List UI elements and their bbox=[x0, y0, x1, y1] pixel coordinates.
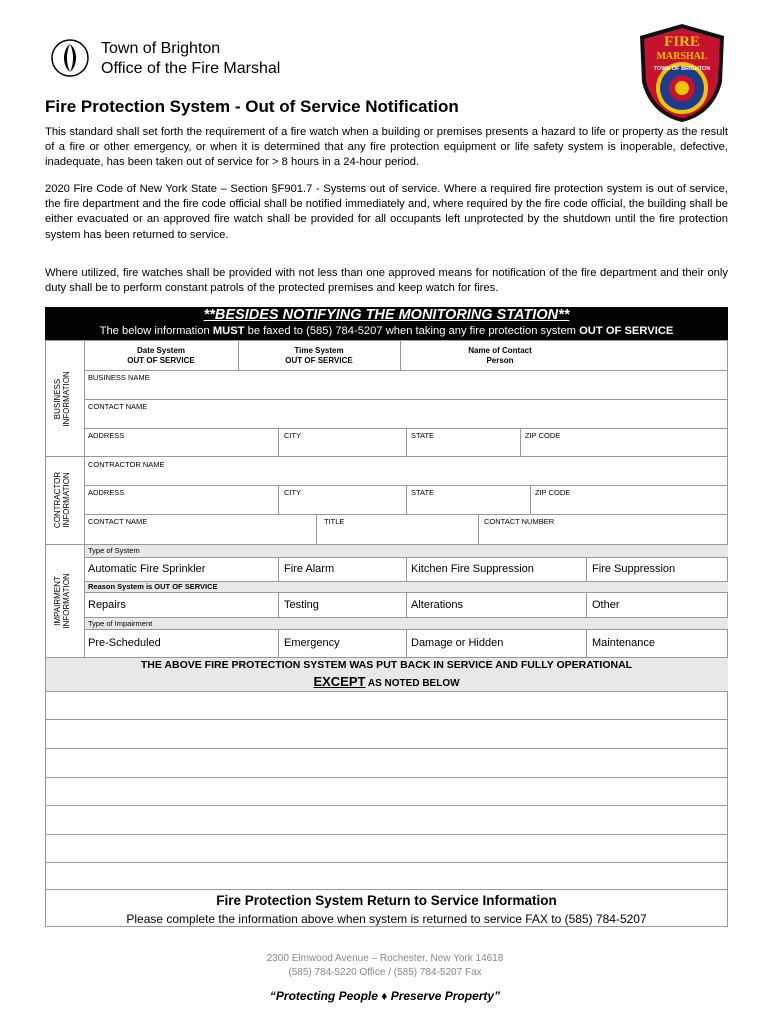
contractor-address-field[interactable]: ADDRESS bbox=[88, 488, 125, 497]
contractor-information-label: CONTRACTOR INFORMATION bbox=[53, 471, 71, 529]
org-office: Office of the Fire Marshal bbox=[101, 60, 281, 77]
reason-label: Reason System is OUT OF SERVICE bbox=[88, 582, 218, 591]
contractor-title-field[interactable]: TITLE bbox=[324, 517, 345, 526]
banner-fax-line bbox=[45, 325, 728, 337]
except-rest: AS NOTED BELOW bbox=[365, 678, 460, 689]
reason-option-testing[interactable]: Testing bbox=[284, 599, 319, 611]
contractor-contact-name-field[interactable]: CONTACT NAME bbox=[88, 517, 148, 526]
badge-marshal-text: MARSHAL bbox=[656, 51, 708, 62]
footer-address: 2300 Elmwood Avenue – Rochester, New York 14618 bbox=[266, 953, 504, 964]
fire-marshal-badge-icon bbox=[636, 22, 728, 124]
address-field[interactable]: ADDRESS bbox=[88, 431, 125, 440]
business-name-field[interactable]: BUSINESS NAME bbox=[88, 373, 150, 382]
contractor-state-field[interactable]: STATE bbox=[411, 488, 435, 497]
banner-heading: **BESIDES NOTIFYING THE MONITORING STATION** bbox=[203, 307, 570, 323]
notice-banner bbox=[45, 307, 728, 340]
city-field[interactable]: CITY bbox=[284, 431, 302, 440]
impairment-information-label: IMPAIRMENT INFORMATION bbox=[53, 573, 71, 629]
except-line bbox=[46, 674, 727, 689]
town-logo-icon bbox=[50, 38, 90, 78]
notification-form bbox=[45, 340, 728, 927]
type-of-system-row bbox=[84, 544, 728, 557]
contact-person-label: Name of Contact Person bbox=[468, 346, 532, 365]
banner-must: MUST bbox=[212, 325, 245, 337]
impairment-option-emergency[interactable]: Emergency bbox=[284, 637, 340, 649]
org-name: Town of Brighton bbox=[101, 40, 221, 57]
footer-phones: (585) 784-5220 Office / (585) 784-5207 Fax bbox=[288, 967, 482, 978]
impairment-option-damage[interactable]: Damage or Hidden bbox=[411, 637, 504, 649]
business-information-label: BUSINESS INFORMATION bbox=[53, 371, 71, 427]
system-option-fire-alarm[interactable]: Fire Alarm bbox=[284, 563, 335, 575]
type-of-impairment-label: Type of Impairment bbox=[88, 619, 153, 628]
reason-option-repairs[interactable]: Repairs bbox=[88, 599, 126, 611]
banner-out-of-service: OUT OF SERVICE bbox=[579, 325, 674, 337]
return-to-service-title: Fire Protection System Return to Service Information bbox=[216, 893, 557, 908]
type-of-impairment-row bbox=[84, 617, 728, 629]
time-out-of-service-label: Time System OUT OF SERVICE bbox=[285, 346, 353, 365]
code-paragraph: 2020 Fire Code of New York State – Section §F901.7 - Systems out of service. Where a required fire protection system is out of service, the fire department and the fire code official shall be notified immediately and, where required by the fire code official, the building shall be either evacuated or an approved fire watch shall be provided for all occupants left unprotected by the shutdown until the fire protection system has been returned to service. bbox=[45, 183, 728, 241]
state-field[interactable]: STATE bbox=[411, 431, 435, 440]
system-option-sprinkler[interactable]: Automatic Fire Sprinkler bbox=[88, 563, 206, 575]
footer-motto: “Protecting People ♦ Preserve Property” bbox=[269, 989, 501, 1003]
intro-paragraph: This standard shall set forth the requirement of a fire watch when a building or premises presents a hazard to life or property as the result of a fire or other emergency, or when it is determined that any fire protection equipment or life safety system is inoperable, defective, inadequate, has been taken out of service for > 8 hours in a 24-hour period. bbox=[45, 126, 728, 169]
page-title: Fire Protection System - Out of Service Notification bbox=[45, 97, 459, 116]
system-option-kitchen[interactable]: Kitchen Fire Suppression bbox=[411, 563, 534, 575]
badge-fire-text: FIRE bbox=[664, 34, 700, 50]
return-to-service-instructions: Please complete the information above when system is returned to service FAX to (585) 784-5207 bbox=[126, 912, 647, 926]
reason-option-other[interactable]: Other bbox=[592, 599, 620, 611]
banner-text-c: be faxed to (585) 784-5207 when taking any fire protection system bbox=[244, 325, 580, 337]
impairment-option-maintenance[interactable]: Maintenance bbox=[592, 637, 655, 649]
banner-text-a: The below information bbox=[99, 325, 213, 337]
system-option-suppression[interactable]: Fire Suppression bbox=[592, 563, 676, 575]
contractor-contact-number-field[interactable]: CONTACT NUMBER bbox=[484, 517, 555, 526]
fire-watch-paragraph: Where utilized, fire watches shall be provided with not less than one approved means for notification of the fire department and their only duty shall be to perform constant patrols of the protected premises and keep watch for fires. bbox=[45, 267, 728, 295]
impairment-option-pre-scheduled[interactable]: Pre-Scheduled bbox=[88, 637, 161, 649]
date-out-of-service-label: Date System OUT OF SERVICE bbox=[127, 346, 195, 365]
zip-field[interactable]: ZIP CODE bbox=[525, 431, 561, 440]
back-in-service-statement: THE ABOVE FIRE PROTECTION SYSTEM WAS PUT BACK IN SERVICE AND FULLY OPERATIONAL bbox=[140, 659, 633, 671]
contact-name-field[interactable]: CONTACT NAME bbox=[88, 402, 148, 411]
except-word: EXCEPT bbox=[313, 674, 366, 689]
contractor-name-field[interactable]: CONTRACTOR NAME bbox=[88, 460, 165, 469]
badge-ring-text: TOWN OF BRIGHTON bbox=[653, 66, 711, 72]
contractor-zip-field[interactable]: ZIP CODE bbox=[535, 488, 571, 497]
type-of-system-label: Type of System bbox=[88, 546, 140, 555]
contractor-city-field[interactable]: CITY bbox=[284, 488, 302, 497]
reason-option-alterations[interactable]: Alterations bbox=[411, 599, 463, 611]
